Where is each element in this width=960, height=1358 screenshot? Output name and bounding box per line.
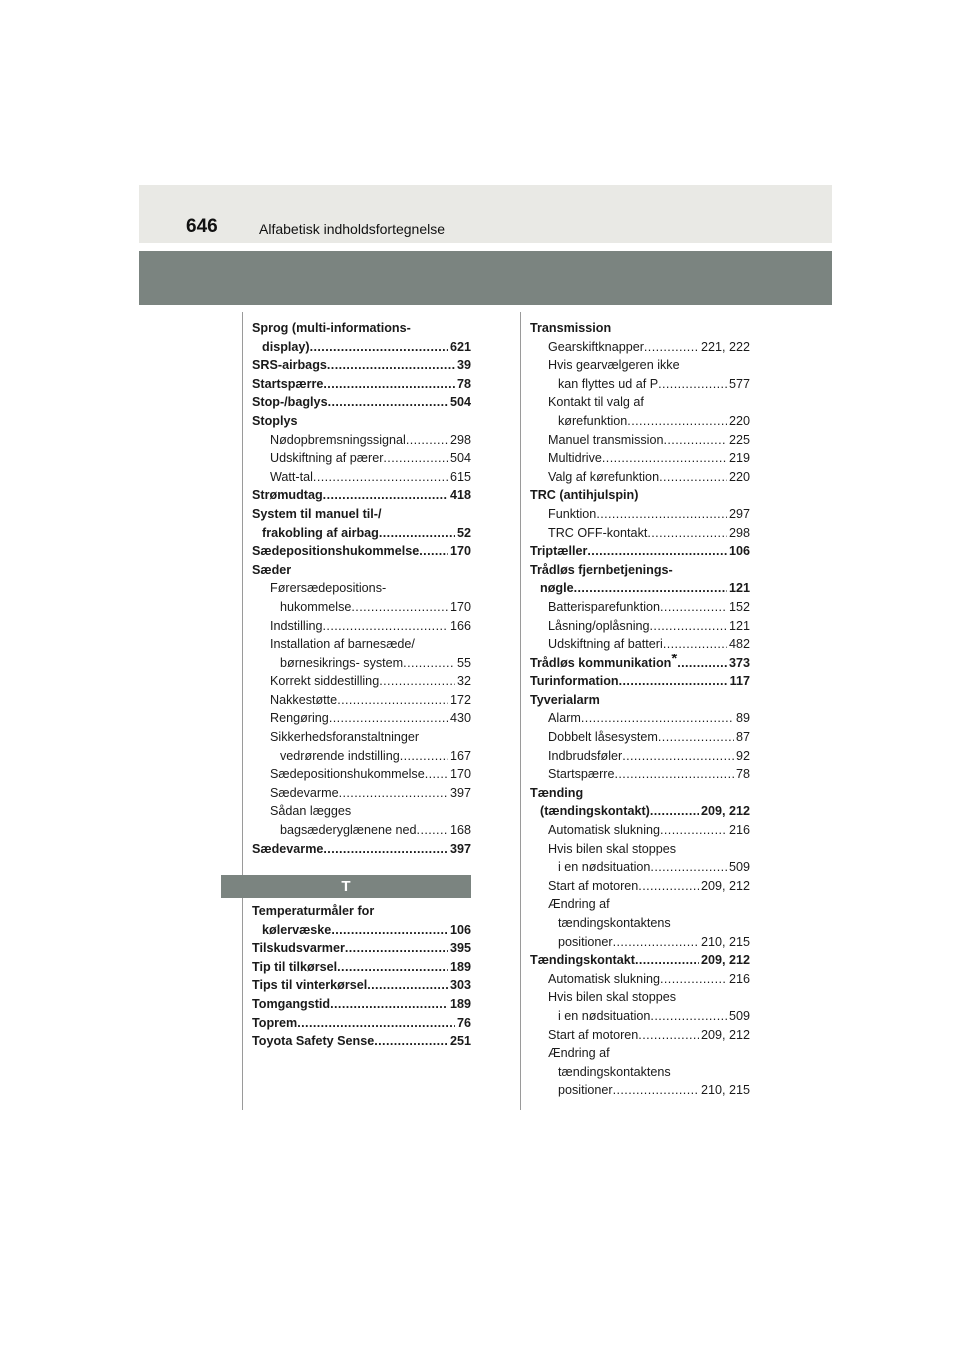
dot-leader <box>659 468 727 487</box>
dot-leader <box>379 672 455 691</box>
section-header-t <box>221 875 471 898</box>
index-entry-page: 52 <box>456 525 471 540</box>
index-entry-term: tændingskontaktens <box>558 1064 671 1079</box>
dot-leader <box>658 375 727 394</box>
index-entry-term: bagsæderyglænene ned <box>280 823 417 838</box>
index-entry-page: 577 <box>728 376 750 391</box>
index-entry-page: 209, 212 <box>700 804 750 819</box>
index-entry <box>252 840 471 859</box>
index-entry-term: Multidrive <box>548 451 602 466</box>
index-entry-term: vedrørende indstilling <box>280 748 400 763</box>
index-entry-term: Ændring af <box>548 1046 610 1061</box>
index-entry-term: nøgle <box>540 581 574 596</box>
dot-leader <box>310 338 448 357</box>
index-entry <box>252 821 471 840</box>
dot-leader <box>379 524 455 543</box>
index-entry-page: 170 <box>449 599 471 614</box>
index-entry <box>530 393 750 412</box>
index-entry <box>252 338 471 357</box>
index-entry-page: 76 <box>456 1015 471 1030</box>
section-letter: T <box>341 878 351 895</box>
index-entry <box>252 431 471 450</box>
index-entry <box>252 802 471 821</box>
index-entry-term: Sædepositionshukommelse <box>270 767 425 782</box>
index-entry <box>530 356 750 375</box>
index-entry <box>252 375 471 394</box>
index-entry <box>252 598 471 617</box>
index-entry-term: Installation af barnesæde/ <box>270 637 415 652</box>
index-entry <box>530 858 750 877</box>
index-entry-page: 395 <box>449 941 471 956</box>
dot-leader <box>613 1081 699 1100</box>
dot-leader <box>613 933 699 952</box>
index-entry-term: Hvis bilen skal stoppes <box>548 990 677 1005</box>
index-entry <box>530 524 750 543</box>
index-entry-page: 89 <box>735 711 750 726</box>
index-entry-page: 209, 212 <box>700 878 750 893</box>
dot-leader <box>383 449 448 468</box>
index-entry-term: Sæder <box>252 562 292 577</box>
index-entry <box>252 672 471 691</box>
index-entry-page: 220 <box>728 413 750 428</box>
index-entry <box>530 747 750 766</box>
index-entry <box>530 728 750 747</box>
index-entry <box>530 970 750 989</box>
dot-leader <box>419 542 448 561</box>
index-entry-page: 170 <box>449 767 471 782</box>
dot-leader <box>406 431 448 450</box>
index-entry-page: 220 <box>728 469 750 484</box>
index-entry-page: 210, 215 <box>700 1083 750 1098</box>
index-entry <box>252 412 471 431</box>
index-entry <box>252 976 471 995</box>
index-entry <box>530 375 750 394</box>
index-entry <box>252 617 471 636</box>
index-entry-term: Kontakt til valg af <box>548 395 644 410</box>
index-entry-term: TRC OFF-kontakt <box>548 525 648 540</box>
index-entry-term: Tip til tilkørsel <box>252 959 338 974</box>
index-entry-page: 189 <box>449 959 471 974</box>
dot-leader <box>658 728 734 747</box>
index-entry-page: 509 <box>728 1008 750 1023</box>
index-entry-page: 172 <box>449 692 471 707</box>
dot-leader <box>323 840 448 859</box>
index-entry <box>530 412 750 431</box>
index-entry-page: 210, 215 <box>700 934 750 949</box>
dot-leader <box>374 1032 448 1051</box>
dot-leader <box>400 747 448 766</box>
dot-leader <box>663 635 727 654</box>
index-entry-page: 121 <box>728 618 750 633</box>
index-entry <box>252 524 471 543</box>
header-dark-band <box>139 251 832 305</box>
index-entry <box>252 784 471 803</box>
index-column-right <box>530 319 750 1100</box>
index-entry-term: Dobbelt låsesystem <box>548 730 658 745</box>
index-entry <box>530 914 750 933</box>
index-entry-term: Automatisk slukning <box>548 971 660 986</box>
dot-leader <box>677 654 727 673</box>
dot-leader <box>351 598 448 617</box>
index-entry-page: 219 <box>728 451 750 466</box>
index-entry <box>252 393 471 412</box>
index-entry-term: Tips til vinterkørsel <box>252 978 368 993</box>
dot-leader <box>330 995 448 1014</box>
index-entry-page: 152 <box>728 599 750 614</box>
index-entry <box>252 486 471 505</box>
header-band <box>139 185 832 243</box>
index-entry-term: System til manuel til-/ <box>252 506 382 521</box>
index-entry-term: Toprem <box>252 1015 298 1030</box>
index-entry <box>530 988 750 1007</box>
index-entry <box>530 933 750 952</box>
dot-leader <box>650 617 727 636</box>
index-column-left <box>252 319 471 858</box>
right-column-rule <box>520 312 521 1110</box>
index-entry-term: Sprog (multi-informations- <box>252 321 411 335</box>
dot-leader <box>581 709 734 728</box>
index-entry <box>530 802 750 821</box>
index-entry <box>252 1032 471 1051</box>
index-entry-term: Trådløs kommunikation* <box>530 654 677 673</box>
index-entry <box>252 921 471 940</box>
dot-leader <box>622 747 734 766</box>
index-entry-term: Batterisparefunktion <box>548 599 661 614</box>
index-entry <box>252 542 471 561</box>
index-entry-term: Sædevarme <box>270 785 339 800</box>
index-entry-term: Ændring af <box>548 897 610 912</box>
left-column-rule <box>242 312 243 1110</box>
index-entry-page: 303 <box>449 978 471 993</box>
dot-leader <box>664 431 727 450</box>
index-entry-term: Udskiftning af pærer <box>270 451 384 466</box>
index-entry-term: Tyverialarm <box>530 692 600 707</box>
index-entry-page: 121 <box>728 581 750 596</box>
index-entry-term: Sådan lægges <box>270 804 352 819</box>
index-entry-term: Sædevarme <box>252 841 324 856</box>
dot-leader <box>403 654 455 673</box>
dot-leader <box>602 449 727 468</box>
index-column-left-t <box>252 902 471 1051</box>
index-entry-term: Korrekt siddestilling <box>270 674 380 689</box>
dot-leader <box>323 486 448 505</box>
dot-leader <box>615 765 734 784</box>
index-entry-page: 39 <box>456 358 471 373</box>
dot-leader <box>587 542 727 561</box>
dot-leader <box>647 524 727 543</box>
index-entry <box>252 939 471 958</box>
index-entry-term: Automatisk slukning <box>548 823 660 838</box>
index-entry-term: Indbrudsføler <box>548 748 623 763</box>
dot-leader <box>638 1026 699 1045</box>
dot-leader <box>660 598 727 617</box>
index-entry-term: Triptæller <box>530 544 588 559</box>
index-entry <box>252 747 471 766</box>
dot-leader <box>337 691 448 710</box>
index-entry <box>530 579 750 598</box>
index-entry-term: Tomgangstid <box>252 996 331 1011</box>
index-entry-page: 621 <box>449 339 471 354</box>
index-entry <box>530 951 750 970</box>
index-entry-page: 168 <box>449 823 471 838</box>
index-entry <box>252 765 471 784</box>
index-entry <box>530 431 750 450</box>
page-title: Alfabetisk indholdsfortegnelse <box>259 221 446 237</box>
dot-leader <box>367 976 448 995</box>
index-entry-page: 504 <box>449 451 471 466</box>
index-entry <box>530 319 750 338</box>
index-entry <box>252 635 471 654</box>
dot-leader <box>345 939 448 958</box>
index-entry-term: kørefunktion <box>558 413 628 428</box>
index-entry <box>530 672 750 691</box>
index-entry <box>252 691 471 710</box>
index-entry <box>252 995 471 1014</box>
index-entry-term: (tændingskontakt) <box>540 804 650 819</box>
dot-leader <box>650 858 727 877</box>
dot-leader <box>627 412 727 431</box>
index-entry-page: 166 <box>449 618 471 633</box>
index-entry-term: kølervæske <box>262 922 332 937</box>
index-entry <box>530 635 750 654</box>
index-entry-term: Funktion <box>548 506 597 521</box>
index-entry-page: 78 <box>456 376 471 391</box>
index-entry-term: Watt-tal <box>270 469 313 484</box>
dot-leader <box>574 579 727 598</box>
index-entry-page: 106 <box>449 922 471 937</box>
dot-leader <box>660 821 727 840</box>
index-entry-page: 117 <box>729 674 750 689</box>
index-entry-term: Turinformation <box>530 674 619 689</box>
dot-leader <box>337 958 448 977</box>
index-entry-term: Nakkestøtte <box>270 692 338 707</box>
index-entry-term: Udskiftning af batteri <box>548 637 663 652</box>
index-entry-page: 504 <box>449 395 471 410</box>
dot-leader <box>635 951 699 970</box>
index-entry <box>252 561 471 580</box>
index-entry-term: Sædepositionshukommelse <box>252 544 420 559</box>
index-entry <box>530 505 750 524</box>
index-entry-page: 615 <box>449 469 471 484</box>
index-entry-term: Trådløs fjernbetjenings- <box>530 562 673 577</box>
index-entry-page: 92 <box>735 748 750 763</box>
index-entry <box>530 561 750 580</box>
dot-leader <box>660 970 727 989</box>
index-entry <box>252 468 471 487</box>
index-entry-page: 209, 212 <box>700 1027 750 1042</box>
index-entry-page: 397 <box>449 841 471 856</box>
index-entry <box>530 617 750 636</box>
index-entry-term: Låsning/oplåsning <box>548 618 650 633</box>
index-entry <box>530 598 750 617</box>
index-entry-page: 189 <box>449 996 471 1011</box>
index-entry <box>252 505 471 524</box>
index-entry-page: 221, 222 <box>700 339 750 354</box>
index-entry-page: 225 <box>728 432 750 447</box>
index-entry-term: i en nødsituation <box>558 860 651 875</box>
index-entry-term: Førersædepositions- <box>270 581 387 596</box>
index-entry-term: kan flyttes ud af P <box>558 376 659 391</box>
index-entry-term: SRS-airbags <box>252 358 327 373</box>
dot-leader <box>329 709 448 728</box>
index-entry <box>530 1007 750 1026</box>
index-entry <box>252 319 471 338</box>
dot-leader <box>417 821 448 840</box>
dot-leader <box>297 1014 455 1033</box>
index-entry-page: 216 <box>728 971 750 986</box>
index-entry-term: Hvis bilen skal stoppes <box>548 841 677 856</box>
index-entry-page: 482 <box>728 637 750 652</box>
index-entry-page: 418 <box>449 488 471 503</box>
index-entry-page: 32 <box>456 674 471 689</box>
index-entry-term: Rengøring <box>270 711 329 726</box>
index-entry-term: Sikkerhedsforanstaltninger <box>270 730 420 745</box>
index-entry <box>530 1044 750 1063</box>
index-entry-term: Alarm <box>548 711 581 726</box>
index-entry-page: 167 <box>449 748 471 763</box>
index-entry-term: Startspærre <box>252 376 324 391</box>
index-entry-page: 78 <box>735 767 750 782</box>
index-entry <box>252 728 471 747</box>
index-entry-term: Stop-/baglys <box>252 395 328 410</box>
index-entry <box>530 654 750 673</box>
index-entry <box>252 356 471 375</box>
index-entry-term: TRC (antihjulspin) <box>530 488 639 503</box>
dot-leader <box>596 505 727 524</box>
index-entry-page: 251 <box>449 1034 471 1049</box>
index-entry-term: Strømudtag <box>252 488 323 503</box>
dot-leader <box>328 393 448 412</box>
index-entry-page: 298 <box>728 525 750 540</box>
index-entry-term: i en nødsituation <box>558 1008 651 1023</box>
index-entry-page: 430 <box>449 711 471 726</box>
index-entry-term: Tænding <box>530 785 584 800</box>
index-entry <box>530 709 750 728</box>
index-entry-term: Temperaturmåler for <box>252 904 375 918</box>
index-entry-page: 106 <box>728 544 750 559</box>
index-entry-page: 297 <box>728 506 750 521</box>
index-entry-page: 209, 212 <box>700 953 750 968</box>
index-entry <box>252 958 471 977</box>
index-entry <box>530 821 750 840</box>
index-entry-term: børnesikrings- system <box>280 655 404 670</box>
dot-leader <box>638 877 699 896</box>
dot-leader <box>425 765 448 784</box>
index-entry-page: 397 <box>449 785 471 800</box>
index-entry-term: Gearskiftknapper <box>548 339 644 354</box>
page-number: 646 <box>186 216 218 237</box>
index-entry-page: 373 <box>728 655 750 670</box>
index-entry <box>530 449 750 468</box>
index-entry-page: 55 <box>456 655 471 670</box>
index-entry <box>530 542 750 561</box>
index-entry-term: tændingskontaktens <box>558 916 671 930</box>
index-entry-term: Manuel transmission <box>548 432 664 447</box>
dot-leader <box>313 468 448 487</box>
index-entry-page: 298 <box>449 432 471 447</box>
index-entry <box>530 1081 750 1100</box>
index-entry-term: hukommelse <box>280 599 352 614</box>
dot-leader <box>331 921 448 940</box>
index-entry <box>530 840 750 859</box>
dot-leader <box>323 617 448 636</box>
index-entry <box>530 468 750 487</box>
dot-leader <box>327 356 455 375</box>
index-entry <box>530 765 750 784</box>
index-entry-page: 509 <box>728 860 750 875</box>
index-entry-term: Indstilling <box>270 618 323 633</box>
index-entry <box>530 1026 750 1045</box>
index-entry <box>252 1014 471 1033</box>
index-entry-term: Startspærre <box>548 767 615 782</box>
index-entry-term: Hvis gearvælgeren ikke <box>548 358 680 373</box>
index-entry <box>530 486 750 505</box>
index-entry <box>252 449 471 468</box>
index-entry-term: Transmission <box>530 321 612 335</box>
index-entry-term: Tændingskontakt <box>530 953 635 968</box>
index-entry-page: 216 <box>728 823 750 838</box>
index-entry-term: positioner <box>558 1083 613 1098</box>
index-entry <box>252 709 471 728</box>
footnote-asterisk: * <box>671 653 678 667</box>
index-entry-term: Nødopbremsningssignal <box>270 432 406 447</box>
index-entry-term: Start af motoren <box>548 878 639 893</box>
index-entry <box>530 877 750 896</box>
index-entry-term: positioner <box>558 934 613 949</box>
index-entry <box>252 579 471 598</box>
index-entry-term: Tilskudsvarmer <box>252 941 345 956</box>
index-entry-term: display) <box>262 339 310 354</box>
index-entry <box>530 1063 750 1082</box>
index-entry <box>252 654 471 673</box>
index-entry <box>530 338 750 357</box>
dot-leader <box>323 375 455 394</box>
index-entry <box>530 895 750 914</box>
index-entry <box>252 902 471 921</box>
index-entry-page: 170 <box>449 544 471 559</box>
index-entry-term: frakobling af airbag <box>262 525 379 540</box>
index-entry-term: Stoplys <box>252 413 298 428</box>
dot-leader <box>339 784 448 803</box>
index-entry <box>530 784 750 803</box>
index-entry-page: 87 <box>735 730 750 745</box>
index-entry-term: Toyota Safety Sense <box>252 1034 375 1049</box>
index-entry <box>530 691 750 710</box>
dot-leader <box>650 802 699 821</box>
dot-leader <box>644 338 699 357</box>
dot-leader <box>650 1007 727 1026</box>
dot-leader <box>619 672 728 691</box>
index-entry-term: Valg af kørefunktion <box>548 469 660 484</box>
index-entry-term: Start af motoren <box>548 1027 639 1042</box>
